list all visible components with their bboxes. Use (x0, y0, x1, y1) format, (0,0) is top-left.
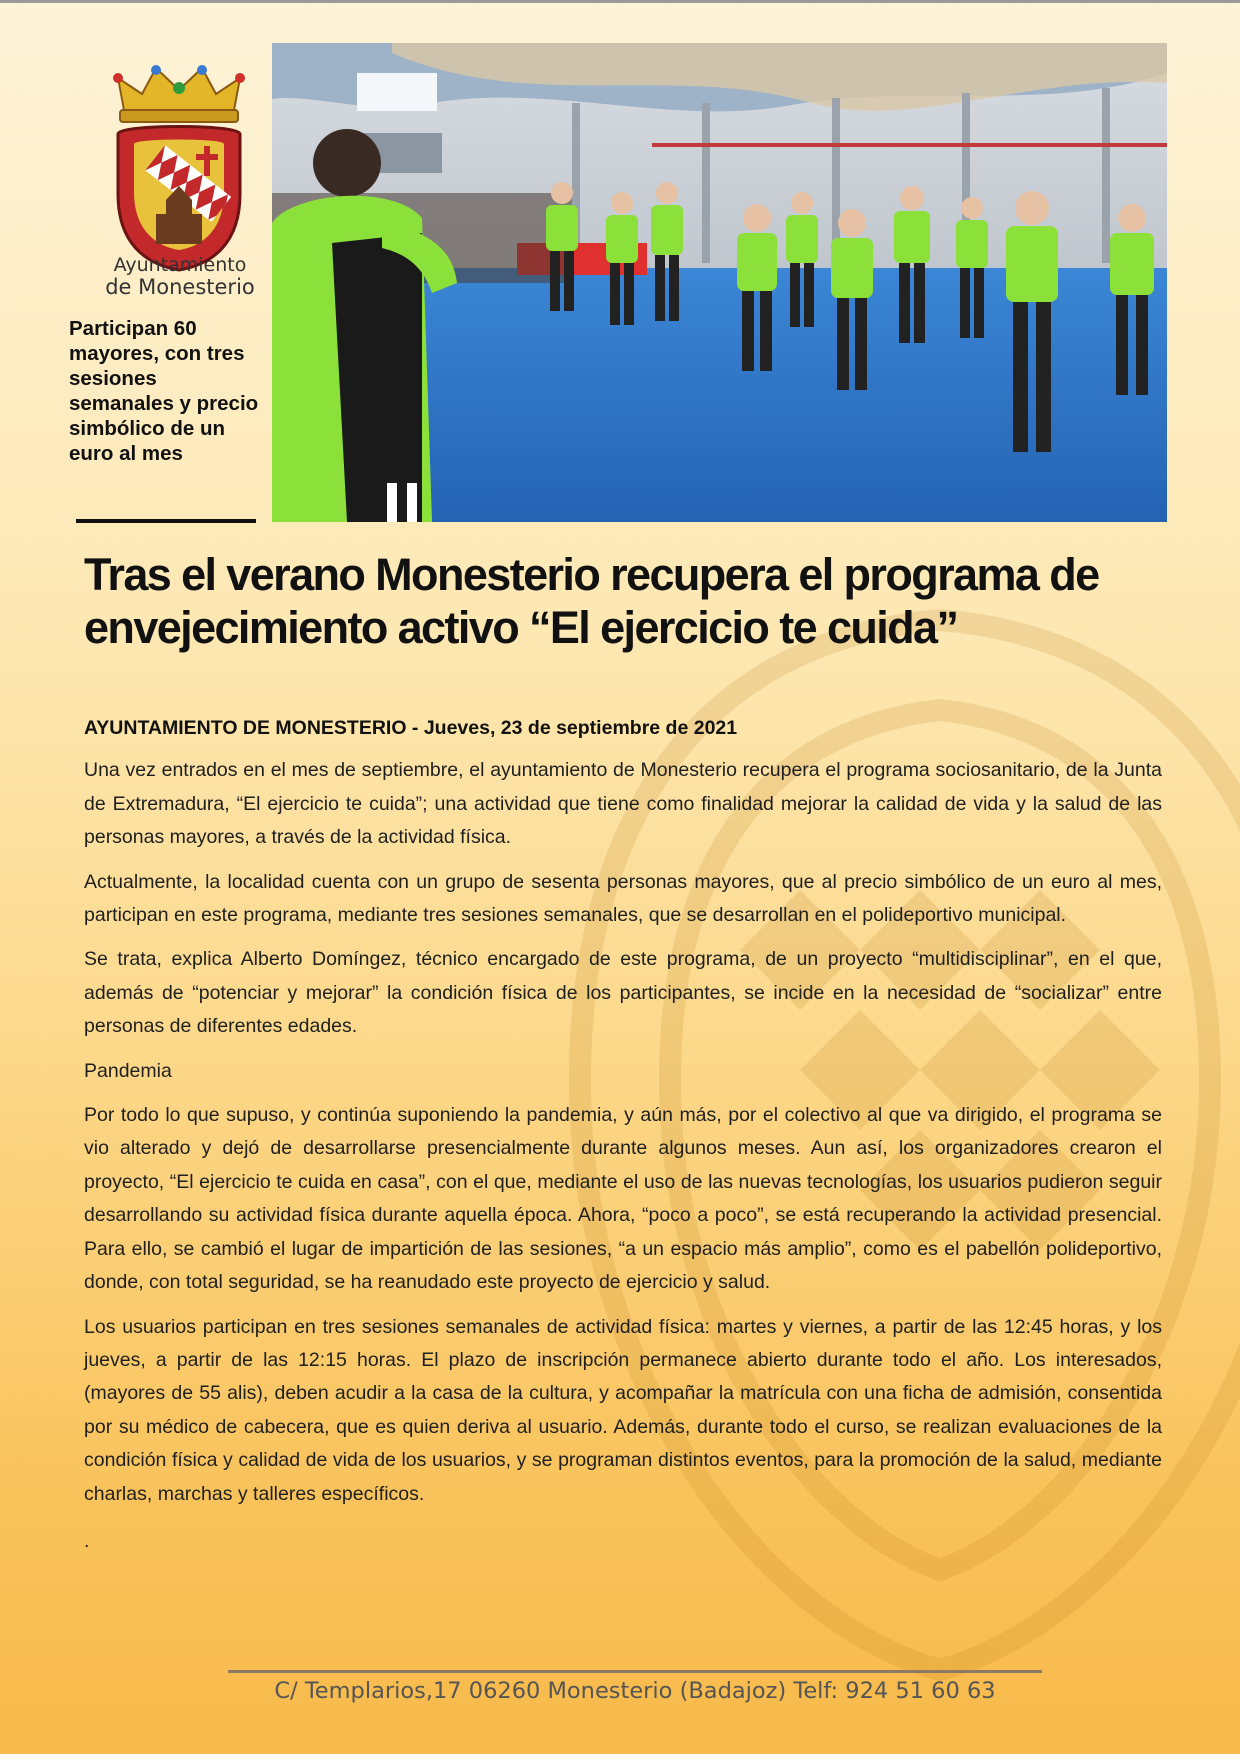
article-body (84, 712, 1162, 1569)
article-paragraph-3: Se trata, explica Alberto Domíngez, técnico encargado de este programa, de un proyecto “multidisciplinar”, en el que, además de “potenciar y mejorar” la condición física de los participantes, se incide en la necesidad de “socializar” entre personas de diferentes edades. (84, 948, 1162, 1038)
headline: Tras el verano Monesterio recupera el programa de envejecimiento activo “El ejercicio te cuida” (84, 549, 1099, 653)
logo-line-2: de Monesterio (105, 274, 255, 299)
logo-line-1: Ayuntamiento (113, 254, 247, 276)
sidebar-summary: Participan 60 mayores, con tres sesiones semanales y precio simbólico de un euro al mes (69, 317, 259, 465)
article-paragraph-5: Los usuarios participan en tres sesiones semanales de actividad física: martes y viernes, a partir de las 12:45 horas, y los jueves, a partir de las 12:15 horas. El plazo de inscripción permanece abierto durante todo el año. Los interesados, (mayores de 55 alis), deben acudir a la casa de la cultura, y acompañar la matrícula con una ficha de admisión, consentida por su médico de cabecera, que es quien deriva al usuario. Además, durante todo el curso, se realizan evaluaciones de la condición física y calidad de vida de los usuarios, y se programan distintos eventos, para la promoción de la salud, mediante charlas, marchas y talleres específicos. (84, 1315, 1162, 1505)
footer-divider (228, 1670, 1042, 1673)
article-paragraph-2: Actualmente, la localidad cuenta con un grupo de sesenta personas mayores, que al precio simbólico de un euro al mes, participan en este programa, mediante tres sesiones semanales, que se desarrollan en el polideportivo municipal. (84, 870, 1162, 927)
sidebar-divider (76, 519, 256, 523)
article-paragraph-4: Por todo lo que supuso, y continúa suponiendo la pandemia, y aún más, por el colectivo al que va dirigido, el programa se vio alterado y dejó de desarrollarse presencialmente durante algunos meses. Aun así, los organizadores crearon el proyecto, “El ejercicio te cuida en casa”, con el que, mediante el uso de las nuevas tecnologías, los usuarios pudieron seguir desarrollando su actividad física durante aquella época. Ahora, “poco a poco”, se está recuperando la actividad presencial. Para ello, se cambió el lugar de impartición de las sesiones, “a un espacio más amplio”, como es el pabellón polideportivo, donde, con total seguridad, se ha reanudado este proyecto de ejercicio y salud. (84, 1104, 1162, 1294)
article-paragraph-1: Una vez entrados en el mes de septiembre, el ayuntamiento de Monesterio recupera el programa sociosanitario, de la Junta de Extremadura, “El ejercicio te cuida”; una actividad que tiene como finalidad mejorar la calidad de vida y la salud de las personas mayores, a través de la actividad física. (84, 759, 1162, 849)
logo-caption (90, 256, 270, 298)
top-border (0, 0, 1240, 3)
section-subheading: Pandemia (84, 1059, 172, 1082)
trailing-mark: . (84, 1529, 90, 1552)
news-photo (272, 43, 1167, 522)
footer-address: C/ Templarios,17 06260 Monesterio (Badajoz) Telf: 924 51 60 63 (274, 1678, 996, 1704)
byline: AYUNTAMIENTO DE MONESTERIO - Jueves, 23 de septiembre de 2021 (84, 717, 738, 739)
